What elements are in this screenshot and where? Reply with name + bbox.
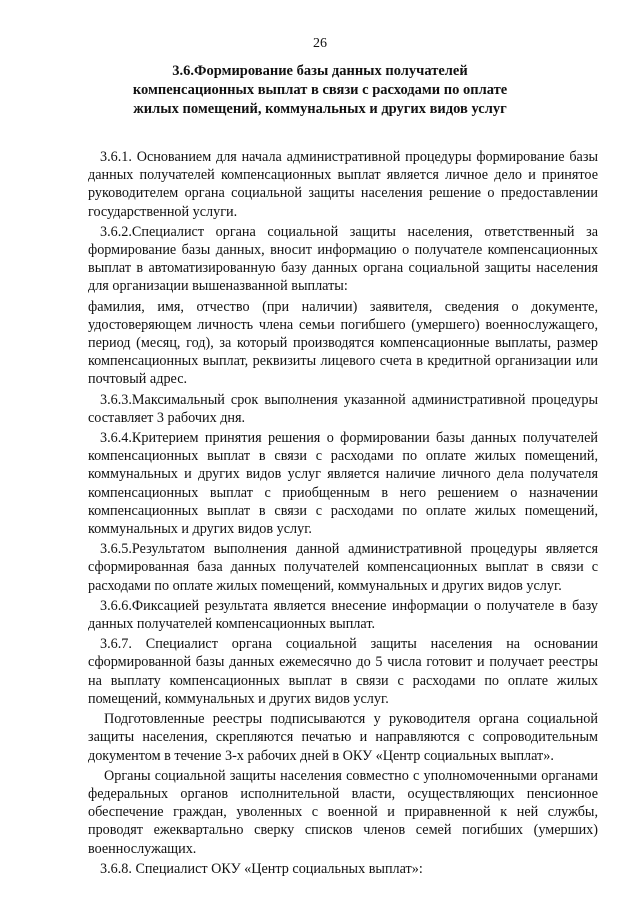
paragraph-3-6-6: 3.6.6.Фиксацией результата является внесение информации о получателе в базу данных получателей компенсационных выплат.	[88, 597, 598, 633]
title-line-3: жилых помещений, коммунальных и других видов услуг	[133, 101, 507, 117]
paragraph-reconciliation: Органы социальной защиты населения совместно с уполномоченными органами федеральных органов исполнительной власти, осуществляющих пенсионное обеспечение граждан, уволенных с военной и приравненной к ней службы, проводят ежеквартально сверку списков членов семей погибших (умерших) военнослужащих.	[88, 767, 598, 857]
page-number: 26	[313, 36, 327, 51]
title-line-2: компенсационных выплат в связи с расходами по оплате	[132, 82, 508, 98]
paragraph-3-6-3: 3.6.3.Максимальный срок выполнения указанной административной процедуры составляет 3 рабочих дня.	[88, 391, 598, 426]
paragraph-3-6-8: 3.6.8. Специалист ОКУ «Центр социальных выплат»:	[100, 860, 423, 877]
paragraph-3-6-1: 3.6.1. Основанием для начала административной процедуры формирование базы данных получателей компенсационных выплат является личное дело и принятое руководителем органа социальной защиты населения решение о предоставлении государственной услуги.	[88, 149, 598, 220]
paragraph-registries: Подготовленные реестры подписываются у руководителя органа социальной защиты населения, скрепляются печатью и направляются с сопроводительным документом в течение 3-х рабочих дней в ОКУ «Центр социальных выплат».	[88, 711, 598, 764]
paragraph-3-6-7: 3.6.7. Специалист органа социальной защиты населения на основании сформированной базы данных ежемесячно до 5 числа готовит и получает реестры на выплату компенсационных выплат в связи с расходами по оплате жилых помещений, коммунальных и других видов услуг.	[88, 636, 598, 707]
document-body	[88, 148, 598, 880]
paragraph-3-6-2: 3.6.2.Специалист органа социальной защиты населения, ответственный за формирование базы данных, вносит информацию о получателе компенсационных выплат в автоматизированную базу данных органа социальной защиты населения для организации вышеназванной выплаты:	[88, 223, 598, 295]
title-line-1: 3.6.Формирование базы данных получателей	[172, 63, 468, 79]
paragraph-fields-list: фамилия, имя, отчество (при наличии) заявителя, сведения о документе, удостоверяющем личность члена семьи погибшего (умершего) военнослужащего, период (месяц, год), за который производятся компенсационные выплаты, размер компенсационных выплат, реквизиты лицевого счета в кредитной организации или почтовый адрес.	[88, 298, 598, 388]
paragraph-3-6-5: 3.6.5.Результатом выполнения данной административной процедуры является сформированная база данных получателей компенсационных выплат в связи с расходами по оплате жилых помещений, коммунальных и других видов услуг.	[88, 541, 598, 594]
paragraph-3-6-4: 3.6.4.Критерием принятия решения о формировании базы данных получателей компенсационных выплат в связи с расходами по оплате жилых помещений, коммунальных и других видов услуг является наличие личного дела получателя компенсационных выплат с приобщенным в него решением о назначении компенсационных выплат в связи с расходами по оплате жилых помещений, коммунальных и других видов услуг.	[88, 430, 598, 538]
section-title	[70, 62, 570, 119]
